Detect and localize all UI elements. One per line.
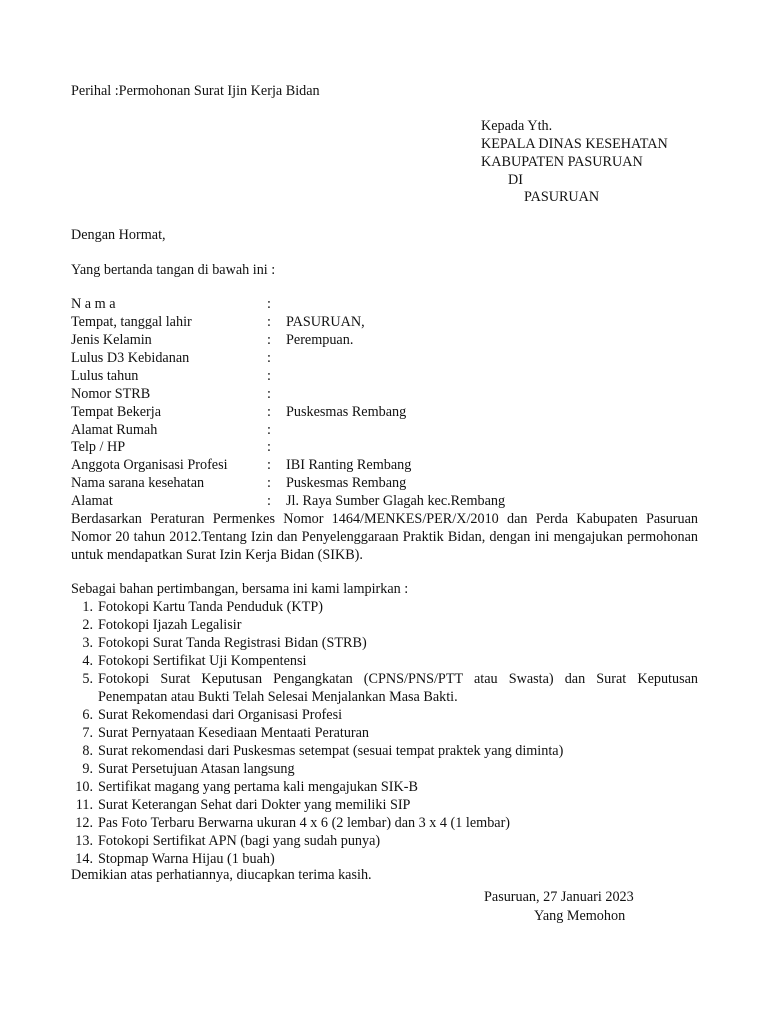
closing-line: Demikian atas perhatiannya, diucapkan terima kasih.	[71, 867, 372, 883]
field-label: Tempat Bekerja	[71, 404, 162, 420]
list-text: Surat Rekomendasi dari Organisasi Profesi	[98, 707, 343, 723]
field-label: Anggota Organisasi Profesi	[71, 457, 228, 473]
body-paragraph: Berdasarkan Peraturan Permenkes Nomor 1464/MENKES/PER/X/2010 dan Perda Kabupaten Pasuruan Nomor 20 tahun 2012.Tentang Izin dan Penyelenggaraan Praktik Bidan, dengan ini mengajukan permohonan untuk mendapatkan Surat Izin Kerja Bidan (SIKB).	[71, 511, 698, 563]
list-number: 2.	[82, 617, 93, 633]
list-text: Fotokopi Surat Tanda Registrasi Bidan (STRB)	[98, 635, 367, 651]
list-number: 11.	[75, 797, 93, 813]
list-text: Stopmap Warna Hijau (1 buah)	[98, 851, 275, 867]
attachments-list	[71, 598, 698, 868]
field-separator: :	[267, 439, 271, 455]
field-separator: :	[267, 493, 271, 509]
list-text: Fotokopi Sertifikat APN (bagi yang sudah punya)	[98, 833, 381, 849]
recipient-office: KEPALA DINAS KESEHATAN	[481, 136, 668, 152]
field-separator: :	[267, 296, 271, 312]
list-number: 8.	[82, 743, 93, 759]
list-number: 3.	[82, 635, 93, 651]
signer-title: Yang Memohon	[534, 908, 626, 924]
field-separator: :	[267, 422, 271, 438]
field-label: N a m a	[71, 296, 116, 312]
field-label: Lulus D3 Kebidanan	[71, 350, 190, 366]
list-item	[71, 832, 698, 850]
field-separator: :	[267, 404, 271, 420]
place-date: Pasuruan, 27 Januari 2023	[484, 889, 634, 905]
list-number: 6.	[82, 707, 93, 723]
list-item	[71, 814, 698, 832]
letter-subject: Perihal :Permohonan Surat Ijin Kerja Bidan	[71, 83, 320, 99]
field-value: Jl. Raya Sumber Glagah kec.Rembang	[286, 493, 506, 509]
list-text: Sertifikat magang yang pertama kali mengajukan SIK-B	[98, 779, 418, 795]
list-text: Surat Pernyataan Kesediaan Mentaati Peraturan	[98, 725, 370, 741]
field-label: Alamat	[71, 493, 113, 509]
list-number: 13.	[75, 833, 93, 849]
list-number: 10.	[75, 779, 93, 795]
list-text: Surat Persetujuan Atasan langsung	[98, 761, 295, 777]
recipient-city: PASURUAN	[524, 189, 600, 205]
list-item	[71, 634, 698, 652]
list-number: 12.	[75, 815, 93, 831]
list-number: 4.	[82, 653, 93, 669]
field-label: Alamat Rumah	[71, 422, 158, 438]
list-text: Fotokopi Sertifikat Uji Kompentensi	[98, 653, 307, 669]
list-number: 9.	[82, 761, 93, 777]
recipient-di: DI	[508, 172, 523, 188]
list-item	[71, 724, 698, 742]
field-label: Lulus tahun	[71, 368, 139, 384]
list-text: Surat Keterangan Sehat dari Dokter yang memiliki SIP	[98, 797, 411, 813]
field-label: Nama sarana kesehatan	[71, 475, 205, 491]
field-label: Telp / HP	[71, 439, 126, 455]
field-value: Puskesmas Rembang	[286, 404, 407, 420]
field-separator: :	[267, 350, 271, 366]
list-item	[71, 670, 698, 706]
field-value: PASURUAN,	[286, 314, 365, 330]
list-number: 1.	[82, 599, 93, 615]
greeting: Dengan Hormat,	[71, 227, 166, 243]
list-number: 14.	[75, 851, 93, 867]
recipient-regency: KABUPATEN PASURUAN	[481, 154, 643, 170]
field-separator: :	[267, 386, 271, 402]
list-item	[71, 778, 698, 796]
list-number: 7.	[82, 725, 93, 741]
list-item	[71, 742, 698, 760]
recipient-salutation: Kepada Yth.	[481, 118, 553, 134]
field-label: Tempat, tanggal lahir	[71, 314, 192, 330]
field-value: Puskesmas Rembang	[286, 475, 407, 491]
list-text: Surat rekomendasi dari Puskesmas setempat (sesuai tempat praktek yang diminta)	[98, 743, 564, 759]
field-separator: :	[267, 332, 271, 348]
intro-line: Yang bertanda tangan di bawah ini :	[71, 262, 276, 278]
field-separator: :	[267, 475, 271, 491]
list-text: Fotokopi Kartu Tanda Penduduk (KTP)	[98, 599, 323, 615]
field-label: Nomor STRB	[71, 386, 151, 402]
field-separator: :	[267, 314, 271, 330]
list-number: 5.	[82, 671, 93, 687]
field-separator: :	[267, 457, 271, 473]
list-item	[71, 706, 698, 724]
list-item	[71, 652, 698, 670]
list-item	[71, 616, 698, 634]
attachments-intro: Sebagai bahan pertimbangan, bersama ini kami lampirkan :	[71, 581, 409, 597]
list-text: Fotokopi Surat Keputusan Pengangkatan (CPNS/PNS/PTT atau Swasta) dan Surat Keputusan Penempatan atau Bukti Telah Selesai Menjalankan Masa Bakti.	[98, 671, 698, 705]
list-item	[71, 760, 698, 778]
field-label: Jenis Kelamin	[71, 332, 152, 348]
list-item	[71, 598, 698, 616]
field-value: IBI Ranting Rembang	[286, 457, 412, 473]
list-text: Pas Foto Terbaru Berwarna ukuran 4 x 6 (2 lembar) dan 3 x 4 (1 lembar)	[98, 815, 511, 831]
list-item	[71, 796, 698, 814]
field-value: Perempuan.	[286, 332, 354, 348]
list-text: Fotokopi Ijazah Legalisir	[98, 617, 242, 633]
field-separator: :	[267, 368, 271, 384]
